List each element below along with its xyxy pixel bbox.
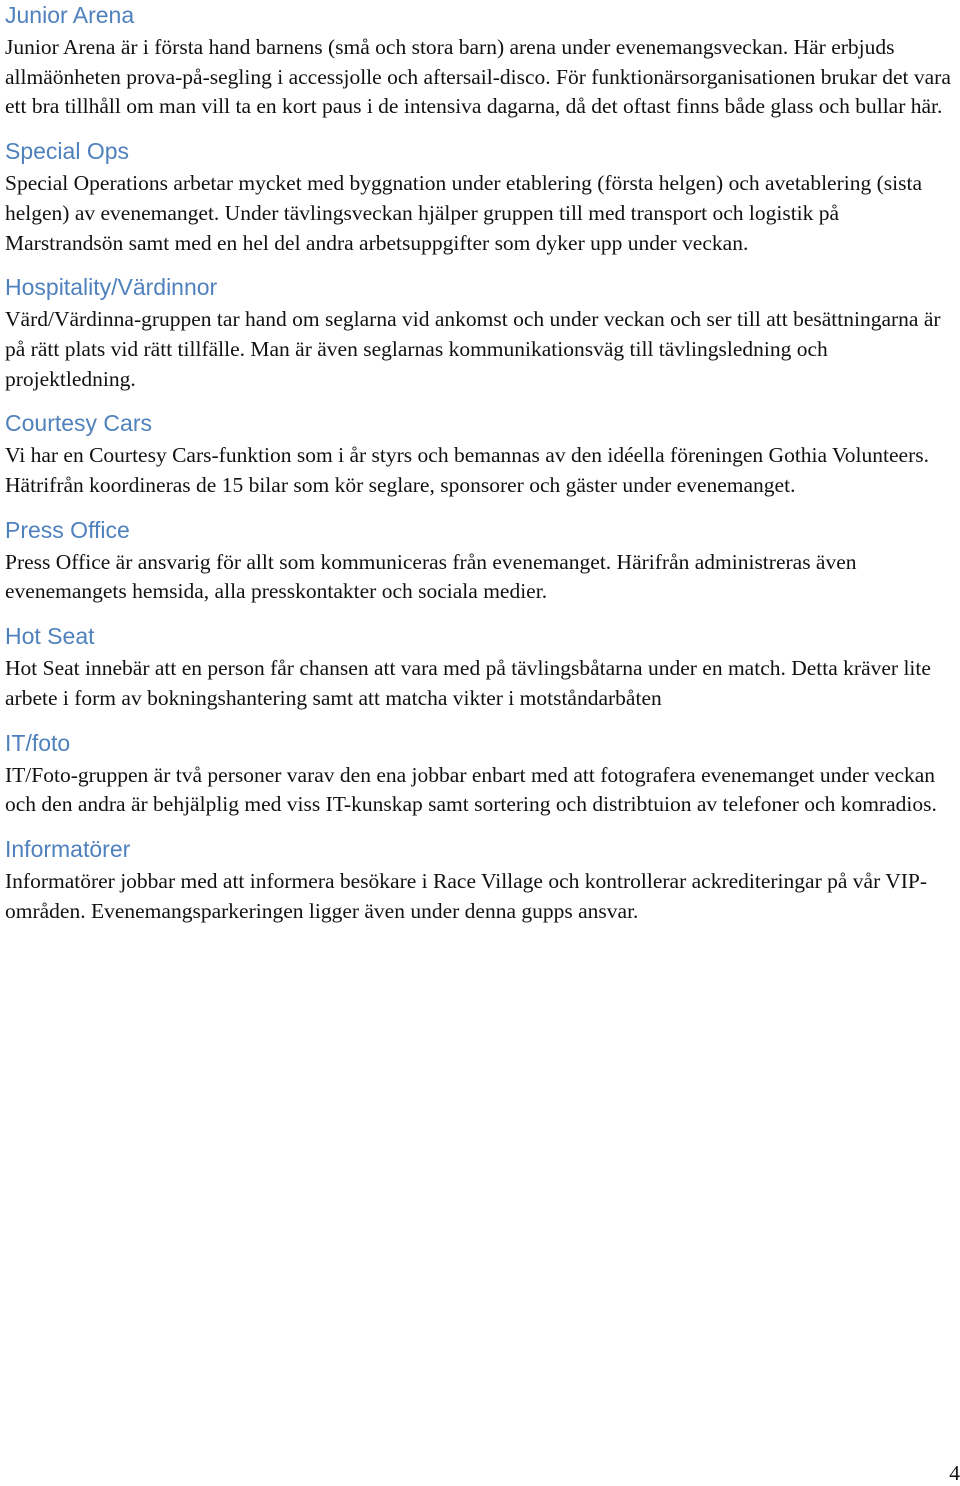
section-body: Informatörer jobbar med att informera besökare i Race Village och kontrollerar ackrediteringar på vår VIP-områden. Evenemangsparkeringen ligger även under denna gupps ansvar. [5, 868, 928, 923]
section-heading: Hospitality/Värdinnor [5, 274, 218, 301]
page-number: 4 [949, 1461, 960, 1485]
section-body: IT/Foto-gruppen är två personer varav den ena jobbar enbart med att fotografera evenemanget under veckan och den andra är behjälplig med viss IT-kunskap samt sortering och distribtuion av telefoner och komradios. [5, 762, 937, 817]
section-junior-arena [5, 0, 957, 122]
section-special-ops [5, 136, 957, 258]
section-hospitality [5, 272, 957, 394]
section-body: Värd/Värdinna-gruppen tar hand om seglarna vid ankomst och under veckan och ser till att besättningarna är på rätt plats vid rätt tillfälle. Man är även seglarnas kommunikationsväg till tävlingsledning och projektledning. [5, 307, 941, 391]
section-informatorer [5, 834, 957, 926]
section-heading: Courtesy Cars [5, 410, 152, 437]
document-page [5, 0, 957, 940]
section-body: Special Operations arbetar mycket med byggnation under etablering (första helgen) och avetablering (sista helgen) av evenemanget. Under tävlingsveckan hjälper gruppen till med transport och logistik på Marstrandsön samt med en hel del andra arbetsuppgifter som dyker upp under veckan. [5, 171, 922, 255]
section-heading: Hot Seat [5, 623, 95, 650]
section-heading: Informatörer [5, 835, 131, 862]
section-press-office [5, 515, 957, 607]
section-heading: Press Office [5, 516, 130, 543]
section-body: Hot Seat innebär att en person får chansen att vara med på tävlingsbåtarna under en match. Detta kräver lite arbete i form av bokningshantering samt att matcha vikter i motståndarbåten [5, 656, 931, 710]
section-heading: Junior Arena [5, 2, 135, 28]
section-heading: Special Ops [5, 138, 130, 165]
section-courtesy-cars [5, 408, 957, 500]
section-heading: IT/foto [5, 729, 71, 756]
section-body: Vi har en Courtesy Cars-funktion som i år styrs och bemannas av den idéella föreningen Gothia Volunteers. Hätrifrån koordineras de 15 bilar som kör seglare, sponsorer och gäster under evenemanget. [5, 443, 929, 498]
section-body: Press Office är ansvarig för allt som kommuniceras från evenemanget. Härifrån administreras även evenemangets hemsida, alla presskontakter och sociala medier. [5, 549, 857, 604]
section-body: Junior Arena är i första hand barnens (små och stora barn) arena under evenemangsveckan. Här erbjuds allmäönheten prova-på-segling i accessjolle och aftersail-disco. För funktionärsorganisationen brukar det vara ett bra tillhåll om man vill ta en kort paus i de intensiva dagarna, då det oftast finns både glass och bullar här. [5, 35, 951, 119]
section-hot-seat [5, 621, 957, 713]
section-it-foto [5, 728, 957, 820]
